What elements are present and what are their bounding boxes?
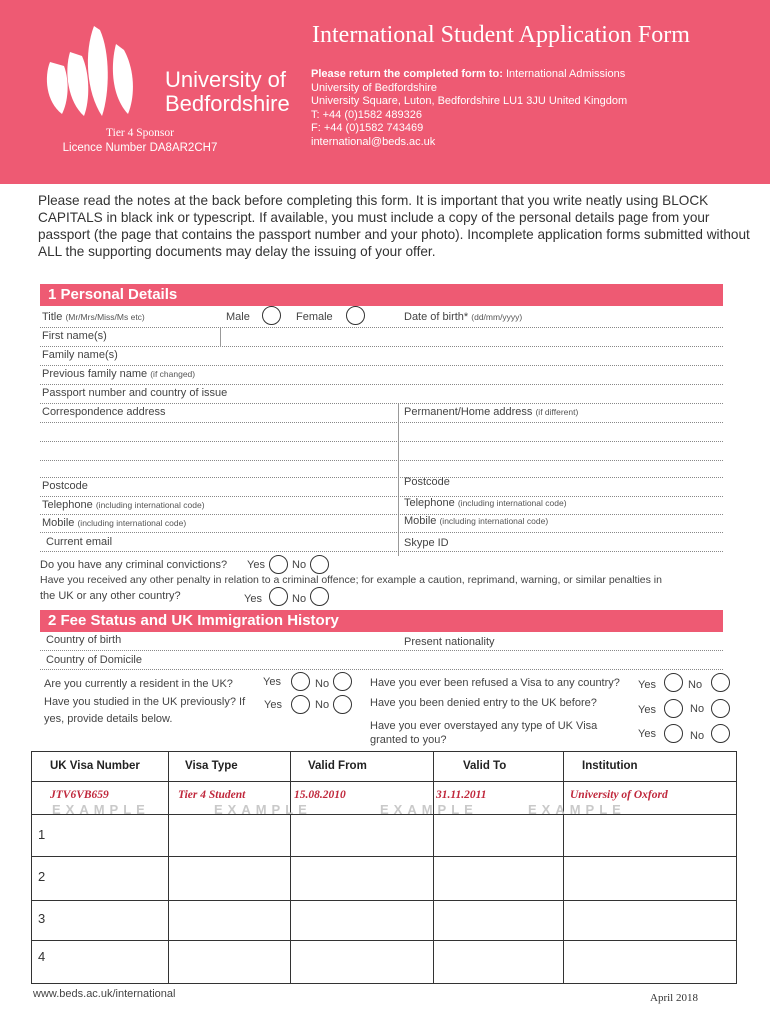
male-radio[interactable] [262, 306, 281, 325]
no-label: No [315, 699, 330, 711]
birth-nationality-row[interactable] [40, 632, 723, 651]
return-label: Please return the completed form to: [311, 68, 503, 80]
penalty-question-cont: the UK or any other country? [40, 590, 181, 602]
male-label: Male [226, 311, 250, 323]
row-number: 1 [38, 827, 46, 842]
row-number: 2 [38, 869, 46, 884]
female-label: Female [296, 311, 333, 323]
correspondence-address-label: Correspondence address [42, 406, 166, 418]
address-line[interactable] [40, 423, 723, 442]
penalty-question: Have you received any other penalty in relation to a criminal offence; for example a caution, reprimand, warning, or similar penalties in [40, 574, 662, 586]
sponsor-info [40, 126, 240, 156]
country-of-domicile-label: Country of Domicile [46, 654, 142, 666]
header-banner [0, 0, 770, 184]
domicile-row[interactable] [40, 651, 723, 670]
mobile-label: Mobile (including international code) [42, 517, 187, 529]
studied-yes-radio[interactable] [291, 695, 310, 714]
section-personal-details: 1 Personal Details [40, 284, 723, 306]
form-title: International Student Application Form [312, 22, 690, 48]
criminal-no-radio[interactable] [310, 555, 329, 574]
skype-label: Skype ID [404, 537, 449, 549]
title-row [40, 309, 723, 328]
example-valid-from: 15.08.2010 [294, 789, 346, 801]
penalty-yes-radio[interactable] [269, 587, 288, 606]
postcode-row[interactable] [40, 478, 723, 497]
dob-label: Date of birth* (dd/mm/yyyy) [404, 311, 523, 323]
yes-label: Yes [638, 728, 656, 740]
first-names-label: First name(s) [42, 330, 107, 342]
resident-question: Are you currently a resident in the UK? [44, 678, 233, 690]
header-valid-to: Valid To [463, 760, 507, 772]
refused-yes-radio[interactable] [664, 673, 683, 692]
sponsor-licence: Licence Number DA8AR2CH7 [62, 142, 218, 154]
denied-entry-question: Have you been denied entry to the UK before? [370, 697, 597, 709]
overstayed-question: Have you ever overstayed any type of UK Visa [370, 720, 598, 732]
example-visa-type: Tier 4 Student [178, 789, 246, 801]
example-valid-to: 31.11.2011 [436, 789, 487, 801]
yes-label: Yes [263, 676, 281, 688]
contact-line: University Square, Luton, Bedfordshire LU1 3JU United Kingdom [311, 95, 628, 107]
contact-block [311, 68, 627, 149]
footer-date: April 2018 [650, 992, 698, 1004]
passport-row[interactable] [40, 385, 723, 404]
example-watermark: EXAMPLE [52, 802, 150, 817]
visa-history-table [31, 751, 737, 984]
example-watermark: EXAMPLE [380, 802, 478, 817]
telephone-label: Telephone (including international code) [42, 499, 205, 511]
no-label: No [690, 703, 705, 715]
address-line[interactable] [40, 461, 723, 478]
sponsor-tier: Tier 4 Sponsor [106, 127, 174, 139]
family-names-row[interactable] [40, 347, 723, 366]
example-institution: University of Oxford [570, 789, 668, 801]
first-names-row[interactable] [40, 328, 723, 347]
address-line[interactable] [40, 442, 723, 461]
no-label: No [688, 679, 703, 691]
example-watermark: EXAMPLE [528, 802, 626, 817]
family-names-label: Family name(s) [42, 349, 118, 361]
table-row[interactable] [32, 900, 736, 940]
permanent-address-label: Permanent/Home address (if different) [404, 406, 579, 418]
criminal-yes-radio[interactable] [269, 555, 288, 574]
contact-email[interactable]: international@beds.ac.uk [311, 135, 436, 148]
row-number: 3 [38, 911, 46, 926]
current-email-label: Current email [46, 536, 113, 548]
no-label: No [292, 593, 307, 605]
university-name [165, 68, 290, 116]
refused-no-radio[interactable] [711, 673, 730, 692]
yes-label: Yes [244, 593, 262, 605]
email-skype-row[interactable] [40, 533, 723, 552]
resident-no-radio[interactable] [333, 672, 352, 691]
previous-family-name-label: Previous family name (if changed) [42, 368, 196, 380]
example-watermark: EXAMPLE [214, 802, 312, 817]
table-row[interactable] [32, 856, 736, 900]
header-valid-from: Valid From [308, 760, 367, 772]
no-label: No [292, 559, 307, 571]
yes-label: Yes [247, 559, 265, 571]
no-label: No [315, 678, 330, 690]
university-name-line2: Bedfordshire [165, 91, 290, 116]
criminal-convictions-question: Do you have any criminal convictions? [40, 559, 228, 571]
studied-question: Have you studied in the UK previously? If [44, 696, 246, 708]
section-fee-status: 2 Fee Status and UK Immigration History [40, 610, 723, 632]
yes-label: Yes [638, 679, 656, 691]
footer-url[interactable]: www.beds.ac.uk/international [33, 988, 176, 1000]
passport-label: Passport number and country of issue [42, 387, 228, 399]
postcode-label: Postcode [42, 480, 88, 492]
mobile-row[interactable] [40, 515, 723, 533]
table-row[interactable] [32, 814, 736, 856]
overstayed-question-cont: granted to you? [370, 734, 447, 746]
header-visa-type: Visa Type [185, 760, 238, 772]
studied-no-radio[interactable] [333, 695, 352, 714]
telephone-label: Telephone (including international code) [404, 497, 567, 509]
no-label: No [690, 730, 705, 742]
resident-yes-radio[interactable] [291, 672, 310, 691]
telephone-row[interactable] [40, 497, 723, 515]
yes-label: Yes [264, 699, 282, 711]
contact-fax: F: +44 (0)1582 743469 [311, 122, 424, 134]
female-radio[interactable] [346, 306, 365, 325]
penalty-no-radio[interactable] [310, 587, 329, 606]
contact-phone: T: +44 (0)1582 489326 [311, 108, 423, 121]
example-visa-number: JTV6VB659 [50, 789, 109, 801]
mobile-label: Mobile (including international code) [404, 515, 549, 527]
present-nationality-label: Present nationality [404, 636, 495, 648]
contact-line: University of Bedfordshire [311, 81, 437, 94]
title-label: Title (Mr/Mrs/Miss/Ms etc) [42, 311, 145, 323]
table-row[interactable] [32, 940, 736, 984]
university-logo [40, 22, 150, 122]
overstayed-no-radio[interactable] [711, 724, 730, 743]
refused-visa-question: Have you ever been refused a Visa to any country? [370, 677, 620, 689]
university-name-line1: University of [165, 67, 287, 92]
previous-family-name-row[interactable] [40, 366, 723, 385]
yes-label: Yes [638, 704, 656, 716]
row-number: 4 [38, 949, 46, 964]
return-to: International Admissions [502, 68, 626, 80]
address-header-row [40, 404, 723, 423]
studied-question-cont: yes, provide details below. [44, 713, 173, 725]
denied-yes-radio[interactable] [664, 699, 683, 718]
country-of-birth-label: Country of birth [46, 634, 122, 646]
overstayed-yes-radio[interactable] [664, 724, 683, 743]
divider [220, 328, 221, 347]
intro-text: Please read the notes at the back before completing this form. It is important that you write neatly using BLOCK CAPITALS in black ink or typescript. If available, you must include a copy of the personal details page from your passport (the page that contains the passport number and your photo). Incomplete application forms submitted without ALL the supporting documents may delay the issuing of your offer. [38, 193, 750, 259]
postcode-label: Postcode [404, 476, 450, 488]
header-visa-number: UK Visa Number [50, 760, 140, 772]
denied-no-radio[interactable] [711, 699, 730, 718]
header-institution: Institution [582, 760, 638, 772]
